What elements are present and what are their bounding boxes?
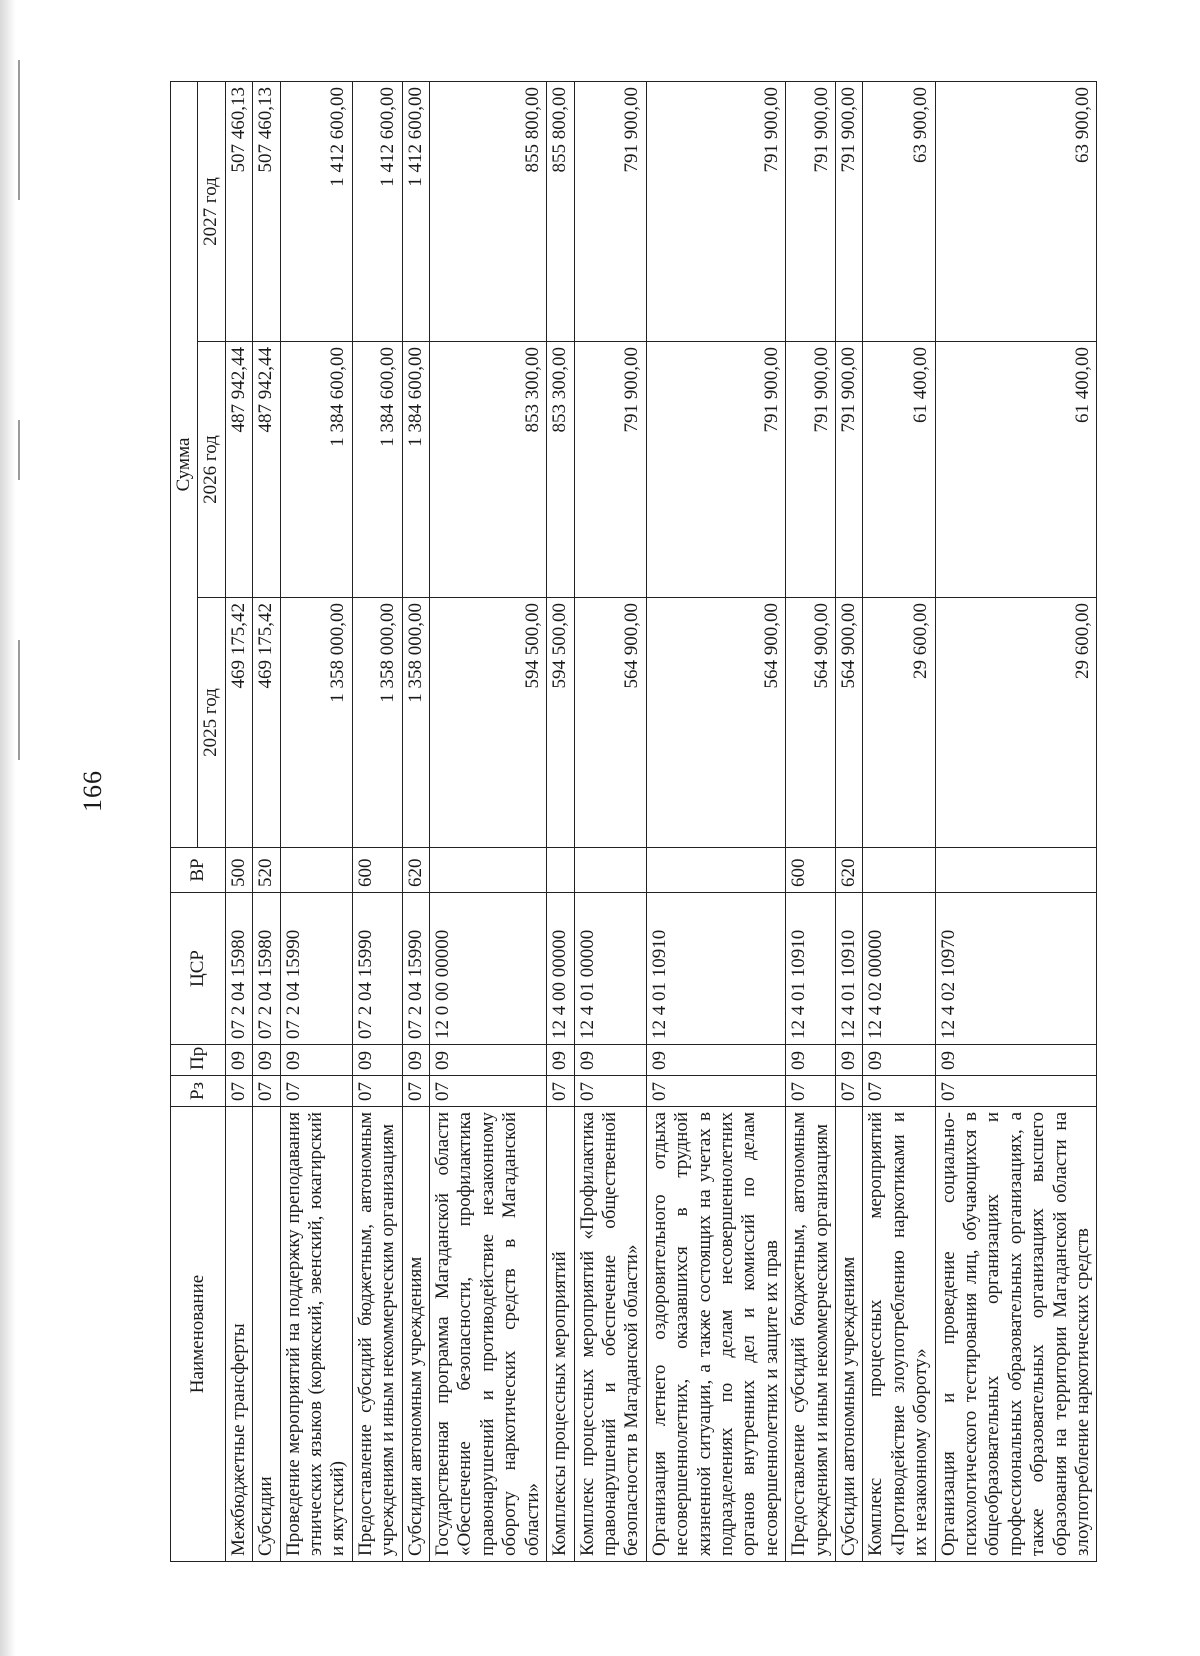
cell-2025: 564 900,00 bbox=[786, 598, 836, 848]
cell-vr bbox=[430, 848, 547, 893]
cell-2027: 1 412 600,00 bbox=[402, 81, 429, 341]
cell-name: Комплекс процессных мероприятий «Противодействие злоупотреблению наркотиками и их незаконному обороту» bbox=[863, 1107, 935, 1562]
cell-pr: 09 bbox=[402, 1045, 429, 1076]
cell-vr bbox=[863, 848, 935, 893]
header-vr: ВР bbox=[171, 848, 226, 893]
table-row bbox=[402, 81, 429, 1561]
cell-rz: 07 bbox=[863, 1076, 935, 1107]
cell-csr: 12 4 00 00000 bbox=[547, 893, 574, 1045]
cell-2026: 791 900,00 bbox=[786, 342, 836, 598]
cell-name: Субсидии bbox=[253, 1107, 280, 1562]
cell-2025: 1 358 000,00 bbox=[402, 598, 429, 848]
cell-2026: 1 384 600,00 bbox=[352, 342, 402, 598]
cell-name: Комплекс процессных мероприятий «Профилактика правонарушений и обеспечение общественной безопасности в Магаданской области» bbox=[574, 1107, 646, 1562]
cell-rz: 07 bbox=[786, 1076, 836, 1107]
cell-rz: 07 bbox=[574, 1076, 646, 1107]
cell-2027: 63 900,00 bbox=[863, 81, 935, 341]
header-row-1 bbox=[171, 81, 198, 1561]
cell-2027: 507 460,13 bbox=[225, 81, 252, 341]
cell-name: Комплексы процессных мероприятий bbox=[547, 1107, 574, 1562]
table-row bbox=[935, 81, 1097, 1561]
table-row bbox=[280, 81, 352, 1561]
cell-2026: 487 942,44 bbox=[253, 342, 280, 598]
page-number: 166 bbox=[78, 770, 107, 812]
cell-csr: 12 4 01 10910 bbox=[835, 893, 862, 1045]
table-row bbox=[863, 81, 935, 1561]
cell-2027: 791 900,00 bbox=[835, 81, 862, 341]
cell-2026: 791 900,00 bbox=[646, 342, 785, 598]
cell-vr bbox=[646, 848, 785, 893]
cell-vr: 620 bbox=[835, 848, 862, 893]
cell-2026: 487 942,44 bbox=[225, 342, 252, 598]
cell-2027: 791 900,00 bbox=[574, 81, 646, 341]
cell-rz: 07 bbox=[430, 1076, 547, 1107]
cell-2025: 564 900,00 bbox=[646, 598, 785, 848]
cell-vr: 600 bbox=[786, 848, 836, 893]
cell-vr: 500 bbox=[225, 848, 252, 893]
cell-rz: 07 bbox=[253, 1076, 280, 1107]
cell-name: Организация и проведение социально-психологического тестирования лиц, обучающихся в общеобразовательных организациях и профессиональных образовательных организациях, а также образовательных организациях высшего образования на территории Магаданской области на злоупотребление наркотических средств bbox=[935, 1107, 1097, 1562]
cell-csr: 12 0 00 00000 bbox=[430, 893, 547, 1045]
cell-rz: 07 bbox=[352, 1076, 402, 1107]
cell-name: Государственная программа Магаданской области «Обеспечение безопасности, профилактика правонарушений и противодействие незаконному обороту наркотических средств в Магаданской области» bbox=[430, 1107, 547, 1562]
cell-2025: 564 900,00 bbox=[835, 598, 862, 848]
table-row bbox=[574, 81, 646, 1561]
cell-pr: 09 bbox=[225, 1045, 252, 1076]
cell-name: Предоставление субсидий бюджетным, автономным учреждениям и иным некоммерческим организациям bbox=[786, 1107, 836, 1562]
header-year-2025: 2025 год bbox=[198, 598, 225, 848]
cell-vr bbox=[935, 848, 1097, 893]
cell-rz: 07 bbox=[547, 1076, 574, 1107]
cell-2025: 29 600,00 bbox=[935, 598, 1097, 848]
table-row bbox=[547, 81, 574, 1561]
cell-2025: 594 500,00 bbox=[547, 598, 574, 848]
cell-csr: 07 2 04 15990 bbox=[402, 893, 429, 1045]
cell-pr: 09 bbox=[547, 1045, 574, 1076]
cell-rz: 07 bbox=[935, 1076, 1097, 1107]
cell-2026: 1 384 600,00 bbox=[402, 342, 429, 598]
table-row bbox=[835, 81, 862, 1561]
scan-mark bbox=[18, 640, 20, 760]
cell-2025: 469 175,42 bbox=[253, 598, 280, 848]
cell-vr: 520 bbox=[253, 848, 280, 893]
scan-mark bbox=[18, 420, 20, 480]
cell-2027: 1 412 600,00 bbox=[280, 81, 352, 341]
cell-csr: 07 2 04 15990 bbox=[280, 893, 352, 1045]
cell-rz: 07 bbox=[402, 1076, 429, 1107]
scan-edge-shadow bbox=[0, 0, 16, 1656]
cell-pr: 09 bbox=[935, 1045, 1097, 1076]
cell-pr: 09 bbox=[786, 1045, 836, 1076]
cell-csr: 07 2 04 15980 bbox=[253, 893, 280, 1045]
cell-name: Предоставление субсидий бюджетным, автономным учреждениям и иным некоммерческим организациям bbox=[352, 1107, 402, 1562]
header-rz: Рз bbox=[171, 1076, 226, 1107]
cell-pr: 09 bbox=[352, 1045, 402, 1076]
cell-pr: 09 bbox=[646, 1045, 785, 1076]
cell-rz: 07 bbox=[280, 1076, 352, 1107]
cell-name: Субсидии автономным учреждениям bbox=[835, 1107, 862, 1562]
cell-2027: 63 900,00 bbox=[935, 81, 1097, 341]
cell-2026: 791 900,00 bbox=[835, 342, 862, 598]
cell-csr: 12 4 02 00000 bbox=[863, 893, 935, 1045]
cell-vr: 600 bbox=[352, 848, 402, 893]
cell-2027: 1 412 600,00 bbox=[352, 81, 402, 341]
cell-2027: 507 460,13 bbox=[253, 81, 280, 341]
budget-table bbox=[170, 81, 1097, 1562]
header-pr: Пр bbox=[171, 1045, 226, 1076]
cell-pr: 09 bbox=[430, 1045, 547, 1076]
cell-csr: 12 4 02 10970 bbox=[935, 893, 1097, 1045]
scan-mark bbox=[18, 60, 20, 200]
cell-csr: 07 2 04 15990 bbox=[352, 893, 402, 1045]
cell-rz: 07 bbox=[225, 1076, 252, 1107]
cell-name: Межбюджетные трансферты bbox=[225, 1107, 252, 1562]
cell-name: Проведение мероприятий на поддержку преподавания этнических языков (корякский, эвенский, юкагирский и якутский) bbox=[280, 1107, 352, 1562]
table-row bbox=[646, 81, 785, 1561]
cell-csr: 12 4 01 10910 bbox=[786, 893, 836, 1045]
header-name: Наименование bbox=[171, 1107, 226, 1562]
header-sum: Сумма bbox=[171, 81, 198, 847]
cell-2027: 791 900,00 bbox=[646, 81, 785, 341]
header-year-2027: 2027 год bbox=[198, 81, 225, 341]
cell-2026: 1 384 600,00 bbox=[280, 342, 352, 598]
cell-2026: 853 300,00 bbox=[430, 342, 547, 598]
cell-name: Субсидии автономным учреждениям bbox=[402, 1107, 429, 1562]
table-row bbox=[253, 81, 280, 1561]
cell-2025: 469 175,42 bbox=[225, 598, 252, 848]
cell-2026: 61 400,00 bbox=[863, 342, 935, 598]
cell-2025: 1 358 000,00 bbox=[352, 598, 402, 848]
table-row bbox=[225, 81, 252, 1561]
cell-vr: 620 bbox=[402, 848, 429, 893]
cell-2025: 564 900,00 bbox=[574, 598, 646, 848]
cell-2027: 791 900,00 bbox=[786, 81, 836, 341]
cell-rz: 07 bbox=[646, 1076, 785, 1107]
cell-2025: 29 600,00 bbox=[863, 598, 935, 848]
cell-pr: 09 bbox=[574, 1045, 646, 1076]
cell-csr: 12 4 01 00000 bbox=[574, 893, 646, 1045]
cell-name: Организация летнего оздоровительного отдыха несовершеннолетних, оказавшихся в трудной жизненной ситуации, а также состоящих на учетах в подразделениях по делам несовершеннолетних органов внутренних дел и комиссий по делам несовершеннолетних и защите их прав bbox=[646, 1107, 785, 1562]
header-year-2026: 2026 год bbox=[198, 342, 225, 598]
cell-2025: 1 358 000,00 bbox=[280, 598, 352, 848]
table-row bbox=[786, 81, 836, 1561]
cell-2027: 855 800,00 bbox=[547, 81, 574, 341]
cell-2026: 791 900,00 bbox=[574, 342, 646, 598]
cell-pr: 09 bbox=[835, 1045, 862, 1076]
cell-2027: 855 800,00 bbox=[430, 81, 547, 341]
cell-pr: 09 bbox=[280, 1045, 352, 1076]
header-csr: ЦСР bbox=[171, 893, 226, 1045]
cell-2026: 853 300,00 bbox=[547, 342, 574, 598]
cell-2025: 594 500,00 bbox=[430, 598, 547, 848]
cell-vr bbox=[574, 848, 646, 893]
table-body bbox=[225, 81, 1097, 1561]
cell-vr bbox=[280, 848, 352, 893]
cell-pr: 09 bbox=[863, 1045, 935, 1076]
table-row bbox=[352, 81, 402, 1561]
cell-csr: 12 4 01 10910 bbox=[646, 893, 785, 1045]
cell-2026: 61 400,00 bbox=[935, 342, 1097, 598]
cell-rz: 07 bbox=[835, 1076, 862, 1107]
cell-csr: 07 2 04 15980 bbox=[225, 893, 252, 1045]
rotated-table-container bbox=[170, 82, 1094, 1562]
table-row bbox=[430, 81, 547, 1561]
cell-vr bbox=[547, 848, 574, 893]
cell-pr: 09 bbox=[253, 1045, 280, 1076]
